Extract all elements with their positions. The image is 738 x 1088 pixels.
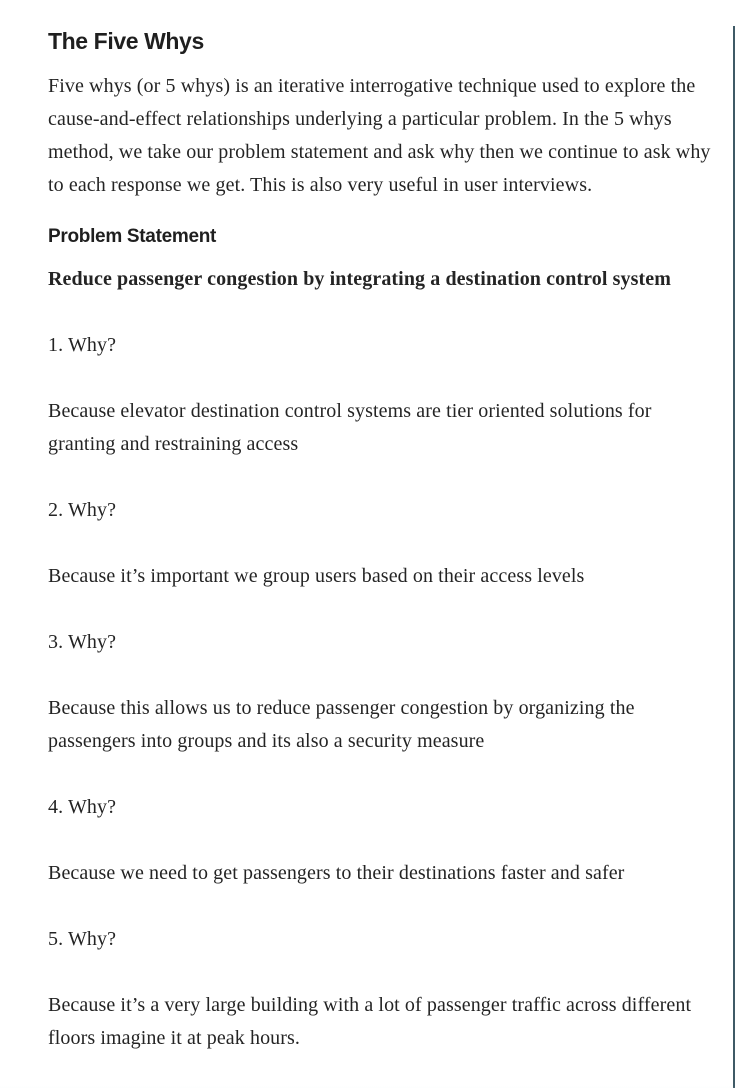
- why-question-5: 5. Why?: [48, 928, 117, 950]
- intro-paragraph: Five whys (or 5 whys) is an iterative interrogative technique used to explore the cause-and-effect relationships underlying a particular problem. In the 5 whys method, we take our problem statement and ask why then we continue to ask why to each response we get. This is also very useful in user interviews.: [48, 75, 711, 196]
- right-frame-border: [733, 26, 735, 1088]
- article-page: [0, 26, 738, 1088]
- why-answer-2: Because it’s important we group users based on their access levels: [48, 565, 585, 587]
- page-title: The Five Whys: [48, 28, 204, 54]
- why-question-3: 3. Why?: [48, 631, 117, 653]
- why-question-4: 4. Why?: [48, 796, 117, 818]
- article-content: [0, 26, 738, 1055]
- why-answer-5: Because it’s a very large building with a lot of passenger traffic across different floors imagine it at peak hours.: [48, 994, 692, 1049]
- section-heading-problem-statement: Problem Statement: [48, 226, 217, 247]
- why-question-1: 1. Why?: [48, 334, 117, 356]
- why-question-2: 2. Why?: [48, 499, 117, 521]
- why-answer-3: Because this allows us to reduce passenger congestion by organizing the passengers into groups and its also a security measure: [48, 697, 635, 752]
- problem-statement-text: Reduce passenger congestion by integrating a destination control system: [48, 268, 672, 290]
- why-answer-4: Because we need to get passengers to their destinations faster and safer: [48, 862, 625, 884]
- why-answer-1: Because elevator destination control systems are tier oriented solutions for granting and restraining access: [48, 400, 652, 455]
